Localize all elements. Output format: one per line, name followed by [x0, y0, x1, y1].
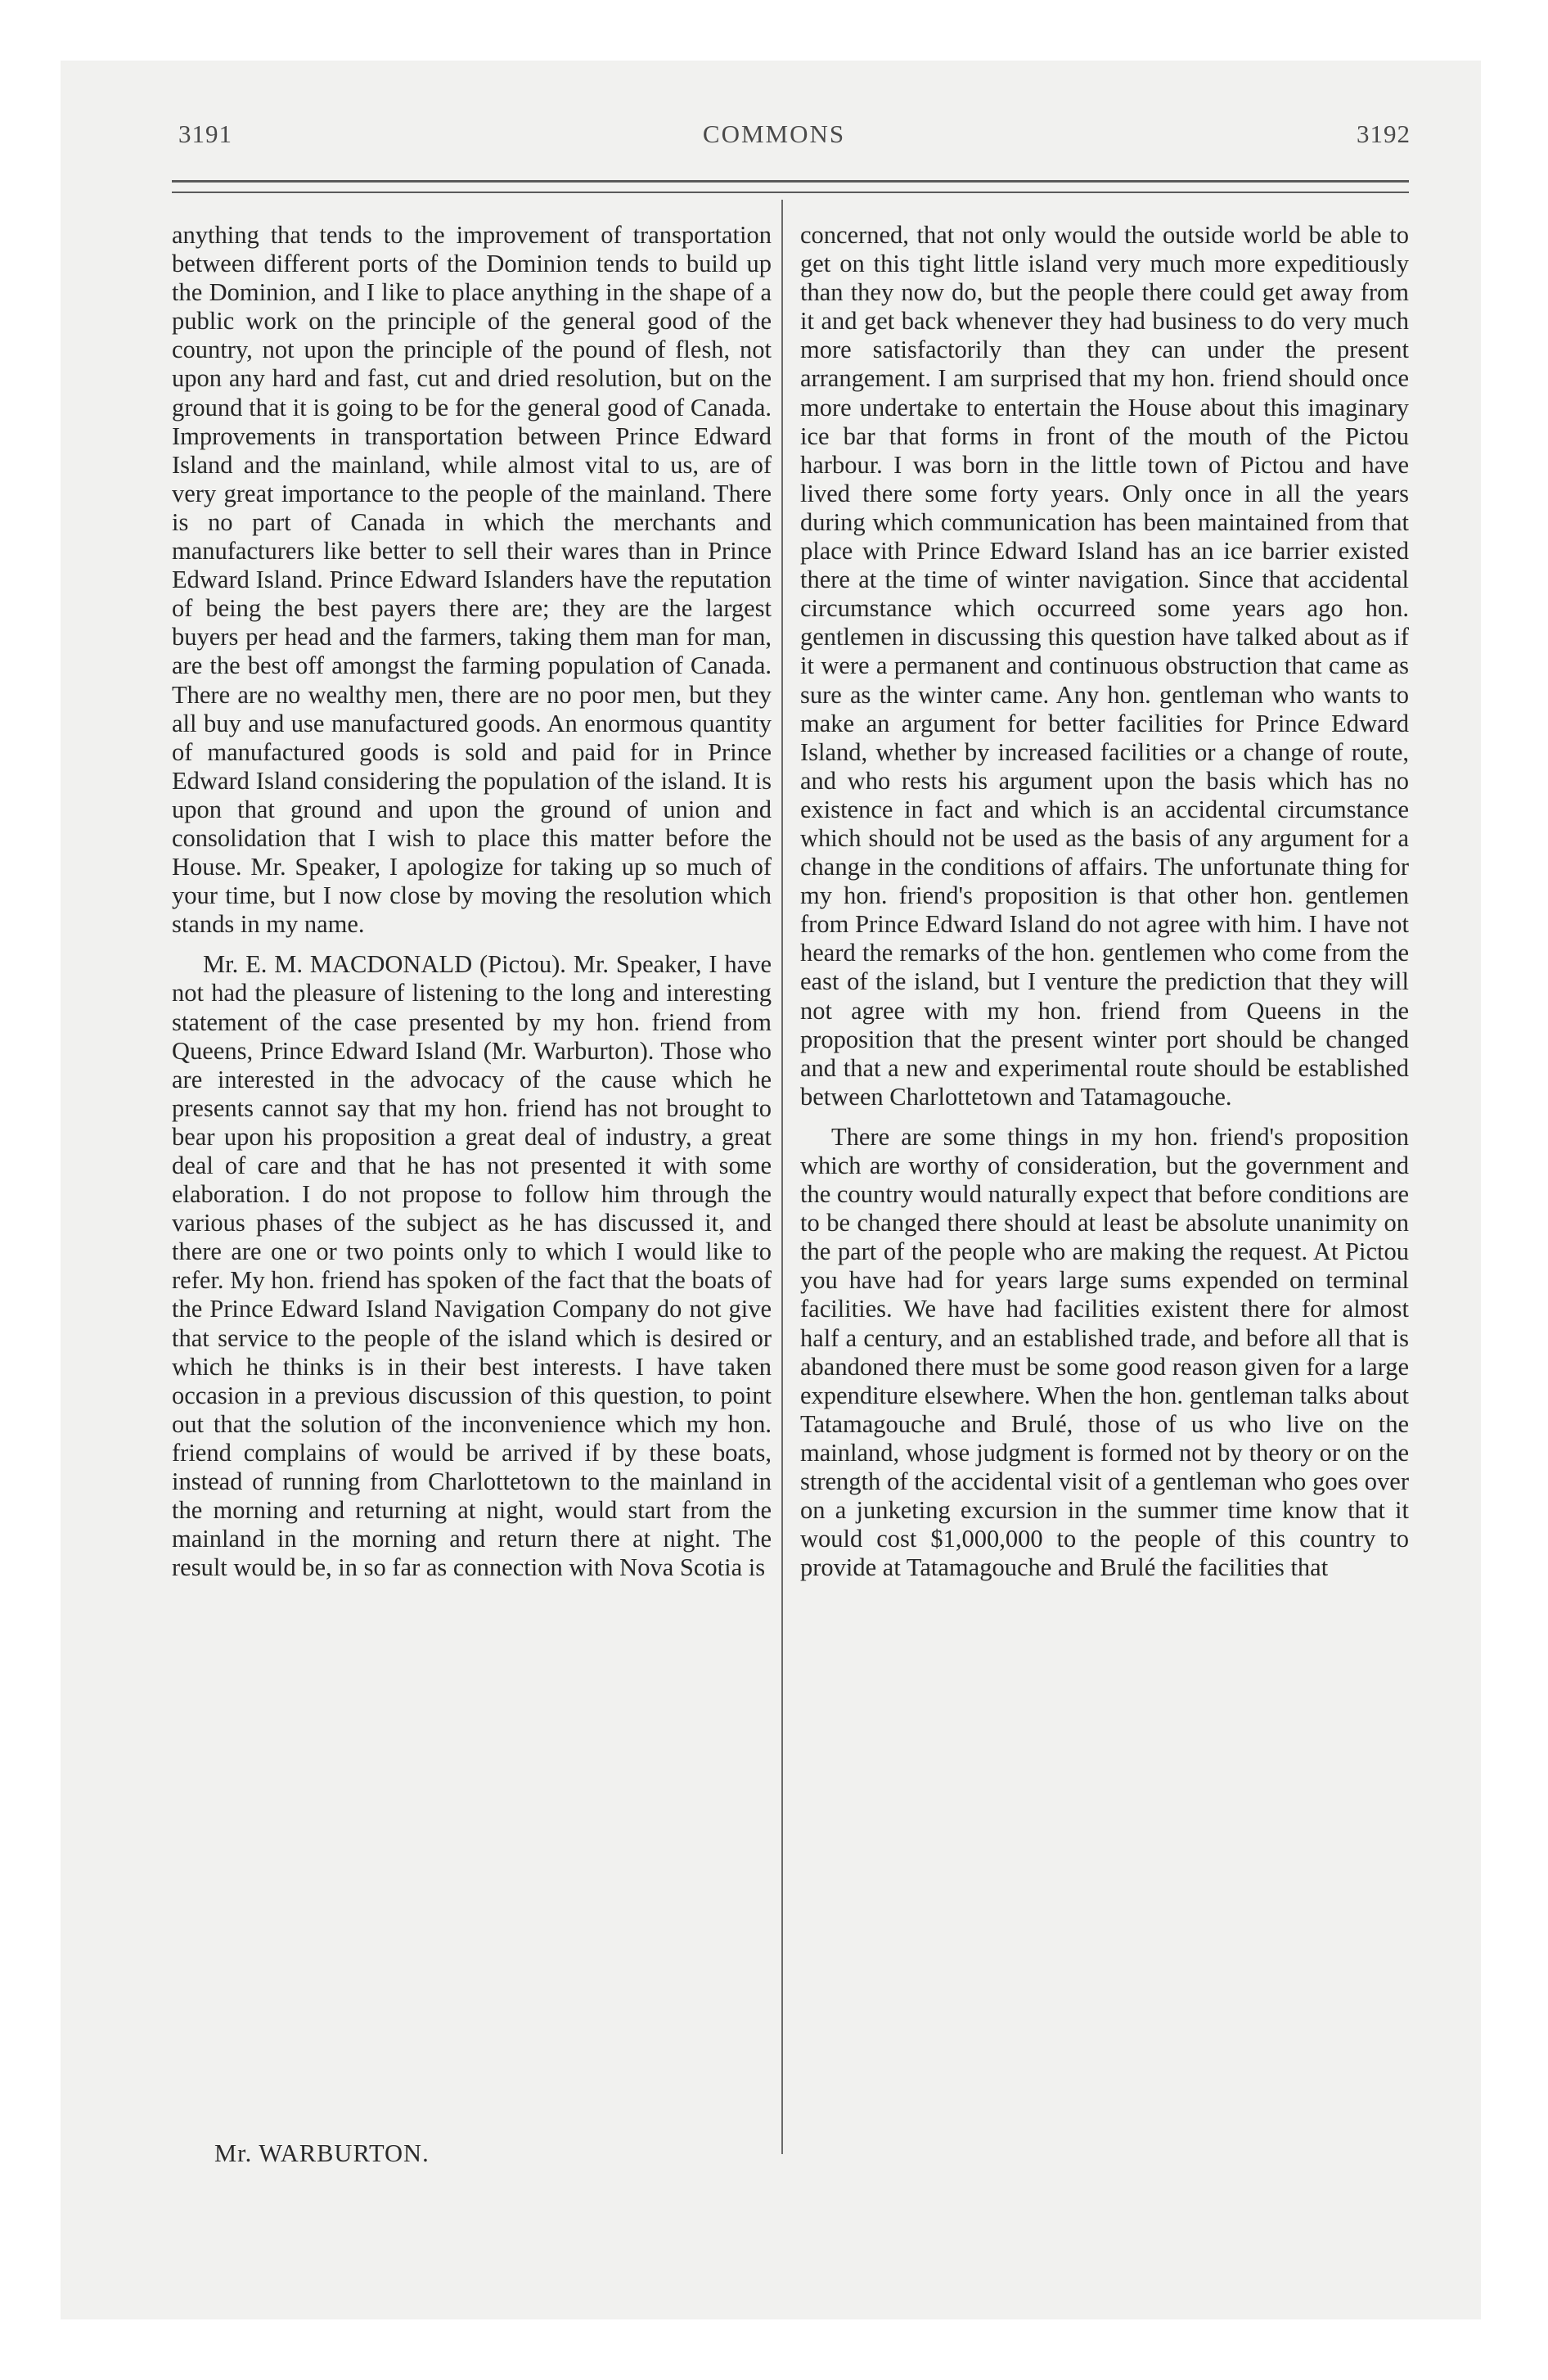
left-paragraph-1: anything that tends to the improvement of transportation between different ports of the Dominion tends to build up the Dominion, and I like to place anything in the shape of a public work on the principle of the general good of the country, not upon the principle of the pound of flesh, not upon any hard and fast, cut and dried resolution, but on the ground that it is going to be for the general good of Canada. Improvements in transportation between Prince Edward Island and the mainland, while almost vital to us, are of very great importance to the people of the mainland. There is no part of Canada in which the merchants and manufacturers like better to sell their wares than in Prince Edward Island. Prince Edward Islanders have the reputation of being the best payers there are; they are the largest buyers per head and the farmers, taking them man for man, are the best off amongst the farming population of Canada. There are no wealthy men, there are no poor men, but they all buy and use manufactured goods. An enormous quantity of manufactured goods is sold and paid for in Prince Edward Island considering the population of the island. It is upon that ground and upon the ground of union and consolidation that I wish to place this matter before the House. Mr. Speaker, I apologize for taking up so much of your time, but I now close by moving the resolution which stands in my name.: [172, 221, 772, 939]
section-title: COMMONS: [702, 119, 846, 148]
right-paragraph-2: There are some things in my hon. friend's proposition which are worthy of consideration, but the government and the country would naturally expect that before conditions are to be changed there should at least be absolute unanimity on the part of the people who are making the request. At Pictou you have had for years large sums expended on terminal facilities. We have had facilities existent there for almost half a century, and an established trade, and before all that is abandoned there must be some good reason given for a large expenditure elsewhere. When the hon. gentleman talks about Tatamagouche and Brulé, those of us who live on the mainland, whose judgment is formed not by theory or on the strength of the accidental visit of a gentleman who goes over on a junketing excursion in the summer time know that it would cost $1,000,000 to the people of this country to provide at Tatamagouche and Brulé the facilities that: [800, 1122, 1409, 1582]
interjection: Mr. WARBURTON.: [214, 2139, 430, 2167]
right-column: [800, 221, 1409, 1582]
speaker-name: Mr. E. M. MACDONALD (Pictou).: [203, 950, 566, 979]
column-divider: [781, 200, 783, 2154]
page-number-right: 3192: [1357, 119, 1411, 148]
page-number-left: 3191: [178, 119, 232, 148]
header-rule-top: [172, 180, 1409, 183]
left-paragraph-2: [172, 950, 772, 1582]
left-column: [172, 221, 772, 1582]
left-paragraph-2-text: Mr. Speaker, I have not had the pleasure of listening to the long and interesting statement of the case presented by my hon. friend from Queens, Prince Edward Island (Mr. Warburton). Those who are interested in the advocacy of the cause which he presents cannot say that my hon. friend has not brought to bear upon his proposition a great deal of industry, a great deal of care and that he has not presented it with some elaboration. I do not propose to follow him through the various phases of the subject as he has discussed it, and there are one or two points only to which I would like to refer. My hon. friend has spoken of the fact that the boats of the Prince Edward Island Navigation Company do not give that service to the people of the island which is desired or which he thinks is in their best interests. I have taken occasion in a previous discussion of this question, to point out that the solution of the inconvenience which my hon. friend complains of would be arrived if by these boats, instead of running from Charlottetown to the mainland in the morning and returning at night, would start from the mainland in the morning and return there at night. The result would be, in so far as connection with Nova Scotia is: [172, 950, 772, 1582]
right-paragraph-1: concerned, that not only would the outside world be able to get on this tight little island very much more expeditiously than they now do, but the people there could get away from it and get back whenever they had business to do very much more satisfactorily than they can under the present arrangement. I am surprised that my hon. friend should once more undertake to entertain the House about this imaginary ice bar that forms in front of the mouth of the Pictou harbour. I was born in the little town of Pictou and have lived there some forty years. Only once in all the years during which communication has been maintained from that place with Prince Edward Island has an ice barrier existed there at the time of winter navigation. Since that accidental circumstance which occurreed some years ago hon. gentlemen in discussing this question have talked about as if it were a permanent and continuous obstruction that came as sure as the winter came. Any hon. gentleman who wants to make an argument for better facilities for Prince Edward Island, whether by increased facilities or a change of route, and who rests his argument upon the basis which has no existence in fact and which is an accidental circumstance which should not be used as the basis of any argument for a change in the conditions of affairs. The unfortunate thing for my hon. friend's proposition is that other hon. gentlemen from Prince Edward Island do not agree with him. I have not heard the remarks of the hon. gentlemen who come from the east of the island, but I venture the prediction that they will not agree with my hon. friend from Queens in the proposition that the present winter port should be changed and that a new and experimental route should be established between Charlottetown and Tatamagouche.: [800, 221, 1409, 1111]
header-rule-bottom: [172, 192, 1409, 193]
